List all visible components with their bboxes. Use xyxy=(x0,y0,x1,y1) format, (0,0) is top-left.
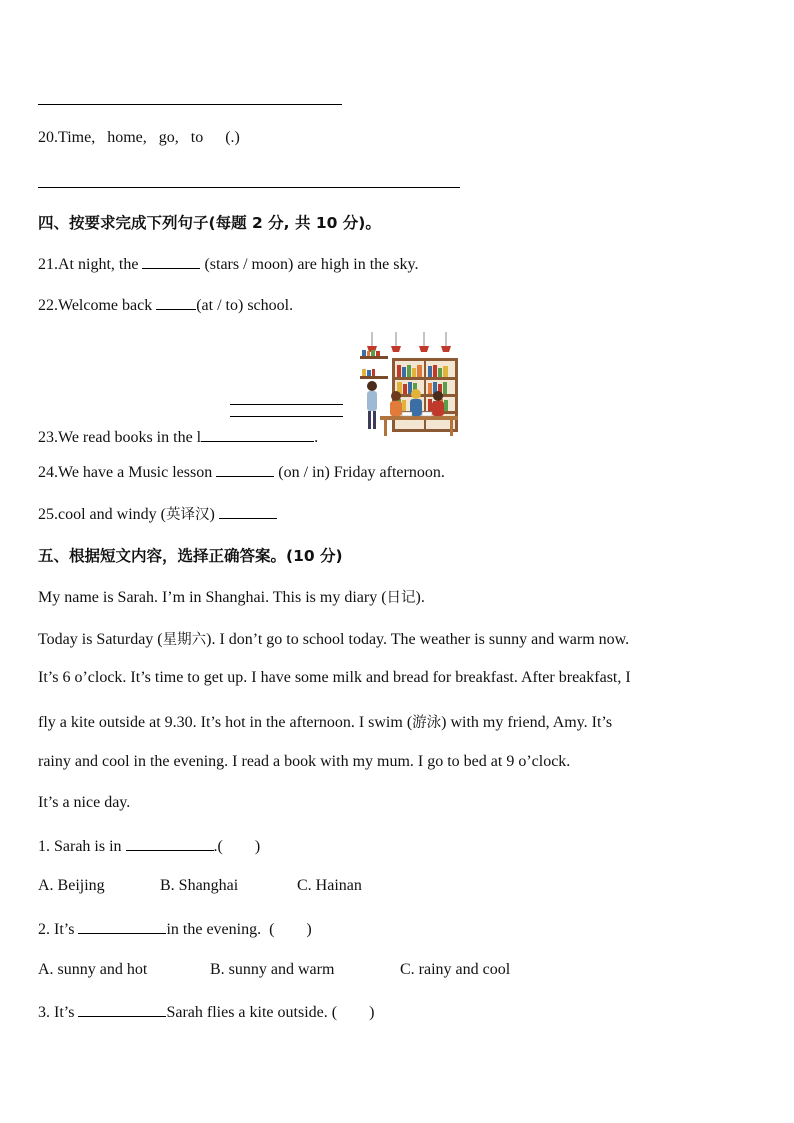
question-number: 23. xyxy=(38,429,58,446)
question-number: 3. xyxy=(38,1004,50,1021)
mc-question-3: 3. It’s Sarah flies a kite outside. ( ) xyxy=(38,1004,375,1021)
option-2c[interactable]: C. rainy and cool xyxy=(400,961,511,978)
passage-line-5: rainy and cool in the evening. I read a book with my mum. I go to bed at 9 o’clock. xyxy=(38,753,571,770)
question-number: 1. xyxy=(38,838,50,855)
section-4-heading: 四、按要求完成下列句子(每题 2 分, 共 10 分)。 xyxy=(38,214,381,232)
question-number: 25. xyxy=(38,506,58,523)
answer-blank-mc2[interactable] xyxy=(78,919,166,934)
answer-line-23b xyxy=(230,416,343,417)
answer-line-19 xyxy=(38,104,342,105)
option-2b[interactable]: B. sunny and warm xyxy=(210,961,335,978)
question-number: 20. xyxy=(38,129,58,146)
question-number: 21. xyxy=(38,256,58,273)
answer-blank-25[interactable] xyxy=(219,504,277,519)
question-21: 21.At night, the (stars / moon) are high in the sky. xyxy=(38,256,419,273)
question-24: 24.We have a Music lesson (on / in) Friday afternoon. xyxy=(38,464,445,481)
question-22: 22.Welcome back (at / to) school. xyxy=(38,297,294,314)
option-1b[interactable]: B. Shanghai xyxy=(160,877,239,894)
answer-blank-mc3[interactable] xyxy=(78,1002,166,1017)
question-number: 22. xyxy=(38,297,58,314)
question-punct: (.) xyxy=(225,129,240,146)
section-5-heading: 五、根据短文内容，选择正确答案。(10 分) xyxy=(38,547,343,565)
answer-blank-21[interactable] xyxy=(142,254,200,269)
passage-line-4: fly a kite outside at 9.30. It’s hot in the afternoon. I swim (游泳) with my friend, Amy. It’s xyxy=(38,714,613,731)
passage-line-2: Today is Saturday (星期六). I don’t go to school today. The weather is sunny and warm now. xyxy=(38,631,630,648)
answer-blank-mc1[interactable] xyxy=(126,836,214,851)
option-2a[interactable]: A. sunny and hot xyxy=(38,961,148,978)
passage-line-6: It’s a nice day. xyxy=(38,794,131,811)
passage-line-3: It’s 6 o’clock. It’s time to get up. I have some milk and bread for breakfast. After breakfast, I xyxy=(38,669,631,686)
question-20 xyxy=(38,129,240,147)
question-number: 24. xyxy=(38,464,58,481)
option-1c[interactable]: C. Hainan xyxy=(297,877,362,894)
answer-line-20 xyxy=(38,187,460,188)
library-illustration xyxy=(358,332,460,438)
question-number: 2. xyxy=(38,921,50,938)
lamp-icon xyxy=(372,332,446,346)
option-1a[interactable]: A. Beijing xyxy=(38,877,105,894)
answer-line-23a xyxy=(230,404,343,405)
mc-question-1: 1. Sarah is in .( ) xyxy=(38,838,261,855)
passage-line-1: My name is Sarah. I’m in Shanghai. This is my diary (日记). xyxy=(38,589,425,606)
answer-blank-22[interactable] xyxy=(156,295,196,310)
answer-blank-23[interactable] xyxy=(201,427,314,442)
question-23: 23.We read books in the l . xyxy=(38,429,319,446)
mc-question-2: 2. It’s in the evening. ( ) xyxy=(38,921,312,938)
question-words: Time, home, go, to xyxy=(58,129,204,146)
answer-blank-24[interactable] xyxy=(216,462,274,477)
question-25: 25.cool and windy (英译汉) xyxy=(38,503,277,524)
